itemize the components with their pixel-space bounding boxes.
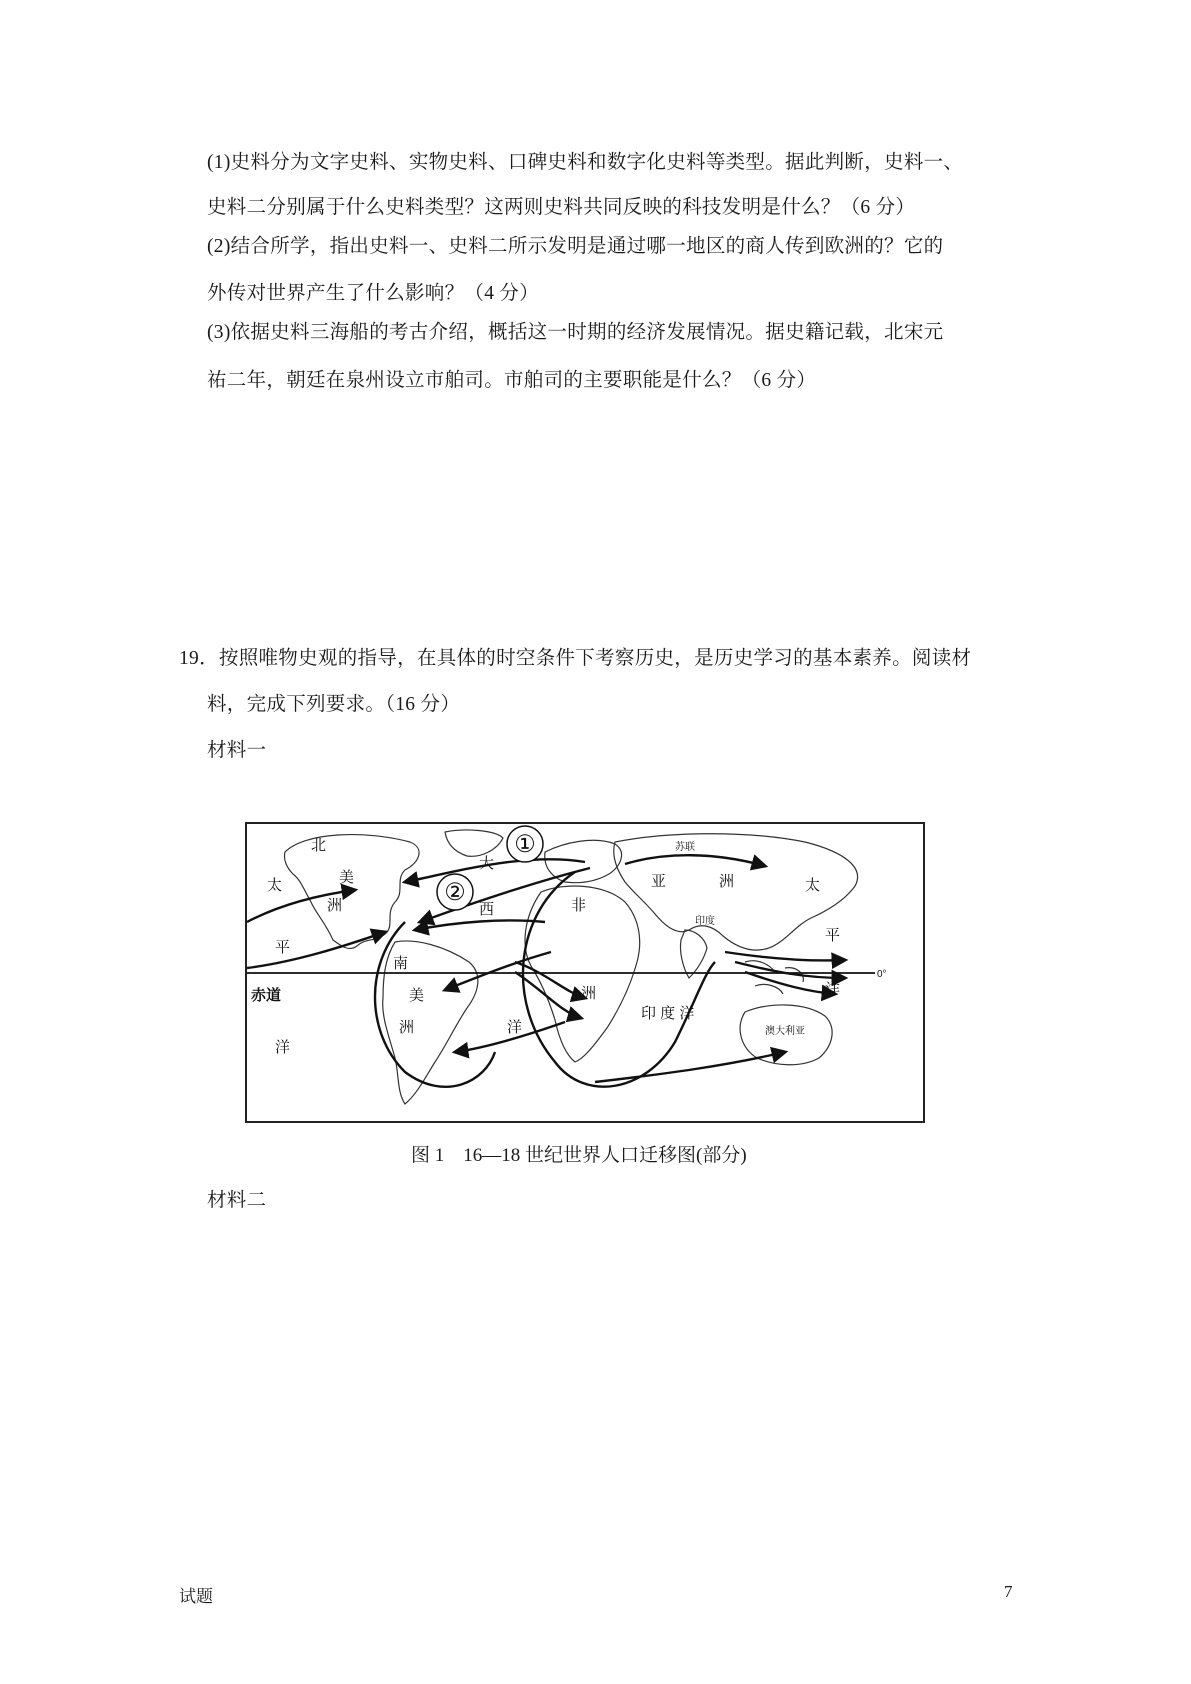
figure-caption: 图 1 16—18 世纪世界人口迁移图(部分) (411, 1145, 747, 1166)
label-pacific-tai-right: 太 (805, 877, 821, 894)
label-equator: 赤道 (251, 987, 282, 1004)
label-pacific-ping-left: 平 (275, 939, 291, 956)
q18-part2-line2: 外传对世界产生了什么影响？（4 分） (207, 283, 540, 304)
page-number: 7 (1004, 1582, 1013, 1601)
map-svg (245, 822, 925, 1123)
q19-line1: 19．按照唯物史观的指导，在具体的时空条件下考察历史，是历史学习的基本素养。阅读材 (179, 648, 972, 669)
label-pacific-tai-left: 太 (267, 877, 283, 894)
label-india: 印度 (695, 916, 715, 927)
label-sa-nan: 南 (393, 955, 409, 972)
label-australia: 澳大利亚 (765, 1026, 805, 1037)
marker-1: ① (514, 832, 536, 858)
q18-part1-line1: (1)史料分为文字史料、实物史料、口碑史料和数字化史料等类型。据此判断，史料一、 (207, 152, 964, 173)
migration-map (245, 822, 925, 1123)
label-zero-degree: 0° (877, 969, 887, 980)
label-africa-fei: 非 (571, 897, 587, 914)
q18-part2-line1: (2)结合所学，指出史料一、史料二所示发明是通过哪一地区的商人传到欧洲的？它的 (207, 236, 944, 257)
label-sa-mei: 美 (409, 987, 425, 1004)
label-asia-zhou: 洲 (719, 873, 735, 890)
q18-part1-line2: 史料二分别属于什么史料类型？这两则史料共同反映的科技发明是什么？（6 分） (207, 197, 916, 218)
q19-line2: 料，完成下列要求。（16 分） (207, 694, 461, 715)
q18-part3-line1: (3)依据史料三海船的考古介绍，概括这一时期的经济发展情况。据史籍记载，北宋元 (207, 322, 944, 343)
label-atlantic-xi: 西 (479, 901, 495, 918)
material-two-heading: 材料二 (207, 1190, 267, 1211)
label-ussr: 苏联 (675, 842, 695, 853)
label-na-mei: 美 (339, 869, 355, 886)
label-indian-ocean: 印 度 洋 (641, 1005, 695, 1022)
marker-2: ② (444, 880, 466, 906)
label-north: 北 (311, 837, 327, 854)
label-pacific-yang-left: 洋 (275, 1039, 291, 1056)
label-atlantic-yang: 洋 (507, 1019, 523, 1036)
label-atlantic-da: 大 (479, 855, 495, 872)
q18-part3-line2: 祐二年，朝廷在泉州设立市舶司。市舶司的主要职能是什么？（6 分） (207, 370, 817, 391)
label-pacific-yang-right: 洋 (825, 981, 841, 998)
label-sa-zhou: 洲 (399, 1019, 415, 1036)
material-one-heading: 材料一 (207, 740, 267, 761)
label-africa-zhou: 洲 (581, 985, 597, 1002)
footer-label: 试题 (179, 1587, 213, 1606)
label-asia-ya: 亚 (651, 873, 667, 890)
label-na-zhou: 洲 (327, 897, 343, 914)
label-pacific-ping-right: 平 (825, 927, 841, 944)
